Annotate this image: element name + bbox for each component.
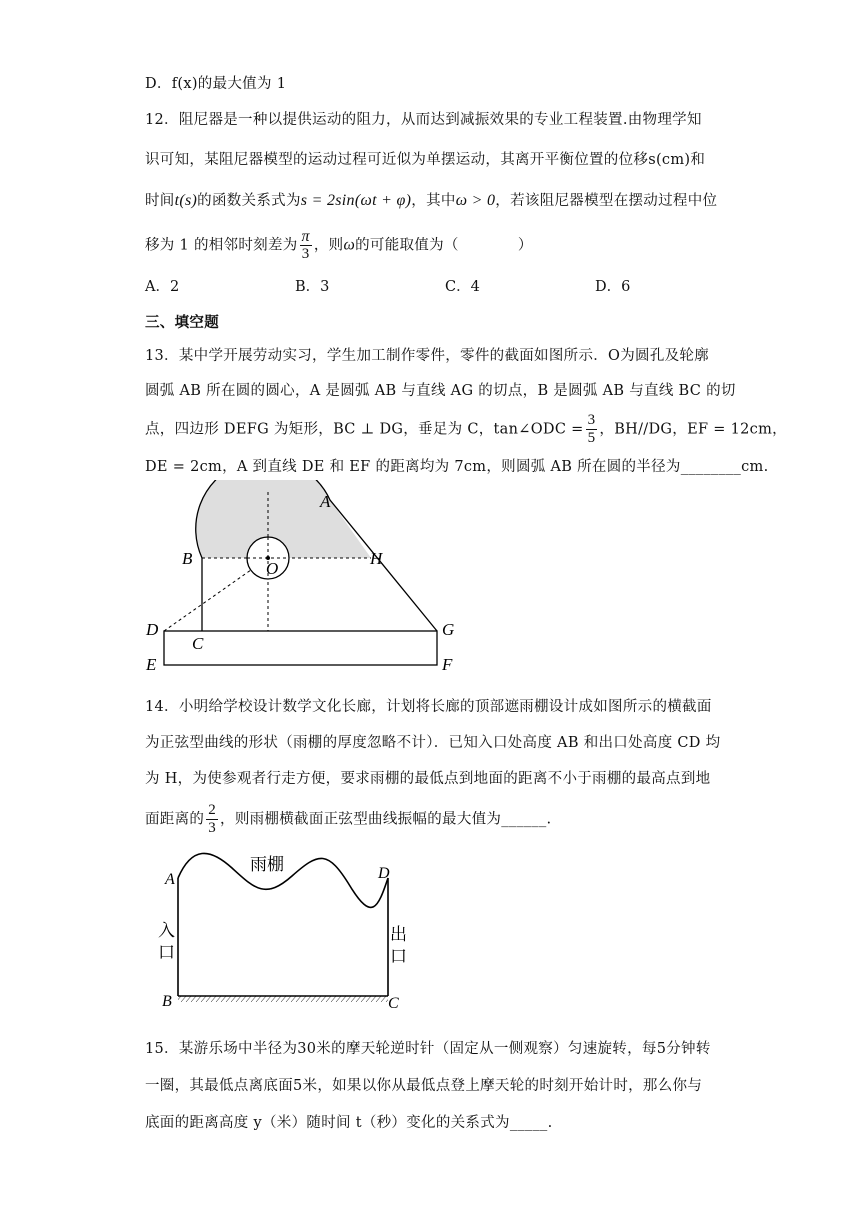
q14-line-3: 为 H，为使参观者行走方便，要求雨棚的最低点到地面的距离不小于雨棚的最高点到地 xyxy=(145,771,711,787)
q14-line-1: 14．小明给学校设计数学文化长廊，计划将长廊的顶部遮雨棚设计成如图所示的横截面 xyxy=(145,699,712,715)
q14-line-4 xyxy=(145,802,551,837)
label-A: A xyxy=(320,492,331,511)
label-entrance-1: 入 xyxy=(158,921,175,941)
q12-line4-a: 移为 1 的相邻时刻差为 xyxy=(145,237,298,254)
q12-line-4 xyxy=(145,228,533,263)
q14-fraction: $\frac{2}{3}$ xyxy=(208,802,217,836)
q12-time-var: t(s) xyxy=(174,192,198,209)
q13-line3-a: 点，四边形 DEFG 为矩形，BC ⊥ DG，垂足为 C，tan∠ODC = xyxy=(145,421,584,438)
label-D: D xyxy=(378,865,390,882)
label-B: B xyxy=(162,993,172,1010)
rect-defg xyxy=(164,631,437,665)
q13-line-1: 13．某中学开展劳动实习，学生加工制作零件，零件的截面如图所示．O为圆孔及轮廓 xyxy=(145,348,710,364)
label-exit-2: 口 xyxy=(390,947,407,967)
label-canopy: 雨棚 xyxy=(250,855,284,875)
q15-line-2: 一圈，其最低点离底面5米，如果以你从最低点登上摩天轮的时刻开始计时，那么你与 xyxy=(145,1078,703,1094)
q13-line-4: DE = 2cm，A 到直线 DE 和 EF 的距离均为 7cm，则圆弧 AB 所在圆的半径为________cm. xyxy=(145,459,769,475)
label-B: B xyxy=(182,549,193,568)
section-3-title: 三、填空题 xyxy=(145,315,219,331)
q13-line3-b: ，BH//DG，EF = 12cm， xyxy=(599,421,787,438)
q15-line-1: 15．某游乐场中半径为30米的摩天轮逆时针（固定从一侧观察）匀速旋转，每5分钟转 xyxy=(145,1041,711,1057)
q12-condition: ω > 0 xyxy=(455,192,496,209)
q12-option-c: C．4 xyxy=(445,279,480,295)
q12-formula: s = 2sin(ωt + φ) xyxy=(300,192,412,209)
label-entrance-2: 口 xyxy=(158,943,175,963)
q15-line-3: 底面的距离高度 y（米）随时间 t（秒）变化的关系式为_____. xyxy=(145,1115,553,1131)
label-D: D xyxy=(146,620,159,639)
q12-line3-c: 的函数关系式为 xyxy=(197,193,301,209)
label-H: H xyxy=(370,549,383,568)
q13-figure xyxy=(140,480,470,675)
q12-line-3 xyxy=(145,189,717,210)
q12-line3-e: ，若该阻尼器模型在摆动过程中位 xyxy=(495,193,718,209)
label-C: C xyxy=(388,995,399,1012)
label-F: F xyxy=(442,655,453,674)
label-O: O xyxy=(266,559,279,578)
q12-line3-d: ，其中 xyxy=(411,193,456,209)
q11-option-d: D．f(x)的最大值为 1 xyxy=(145,76,287,92)
q12-fraction: $\frac{\pi}{3}$ xyxy=(301,228,310,262)
q13-line-3 xyxy=(145,412,787,447)
label-A: A xyxy=(165,871,175,888)
label-C: C xyxy=(192,634,204,653)
ground-hatch xyxy=(178,996,388,1002)
q12-line4-c: 的可能取值为（ ） xyxy=(355,237,533,254)
q12-option-d: D．6 xyxy=(595,279,631,295)
q13-fraction: $\frac{3}{5}$ xyxy=(587,412,596,446)
label-E: E xyxy=(146,655,157,674)
q12-line-1: 12．阻尼器是一种以提供运动的阻力，从而达到减振效果的专业工程装置.由物理学知 xyxy=(145,112,702,128)
q12-option-b: B．3 xyxy=(295,279,330,295)
q12-option-a: A．2 xyxy=(145,279,180,295)
q12-line-2: 识可知，某阻尼器模型的运动过程可近似为单摆运动，其离开平衡位置的位移s(cm)和 xyxy=(145,152,706,168)
q14-figure xyxy=(150,848,420,1013)
q14-line4-a: 面距离的 xyxy=(145,811,205,828)
q13-line-2: 圆弧 AB 所在圆的圆心，A 是圆弧 AB 与直线 AG 的切点，B 是圆弧 AB 与直线 BC 的切 xyxy=(145,383,736,399)
label-exit-1: 出 xyxy=(390,925,407,945)
q12-omega: ω xyxy=(343,236,356,254)
q14-line4-b: ，则雨棚横截面正弦型曲线振幅的最大值为______. xyxy=(220,811,552,828)
q14-line-2: 为正弦型曲线的形状（雨棚的厚度忽略不计）．已知入口处高度 AB 和出口处高度 CD 均 xyxy=(145,735,721,751)
q12-line4-b: ，则 xyxy=(313,237,344,254)
label-G: G xyxy=(442,620,455,639)
q12-line3-a: 时间 xyxy=(145,193,175,209)
